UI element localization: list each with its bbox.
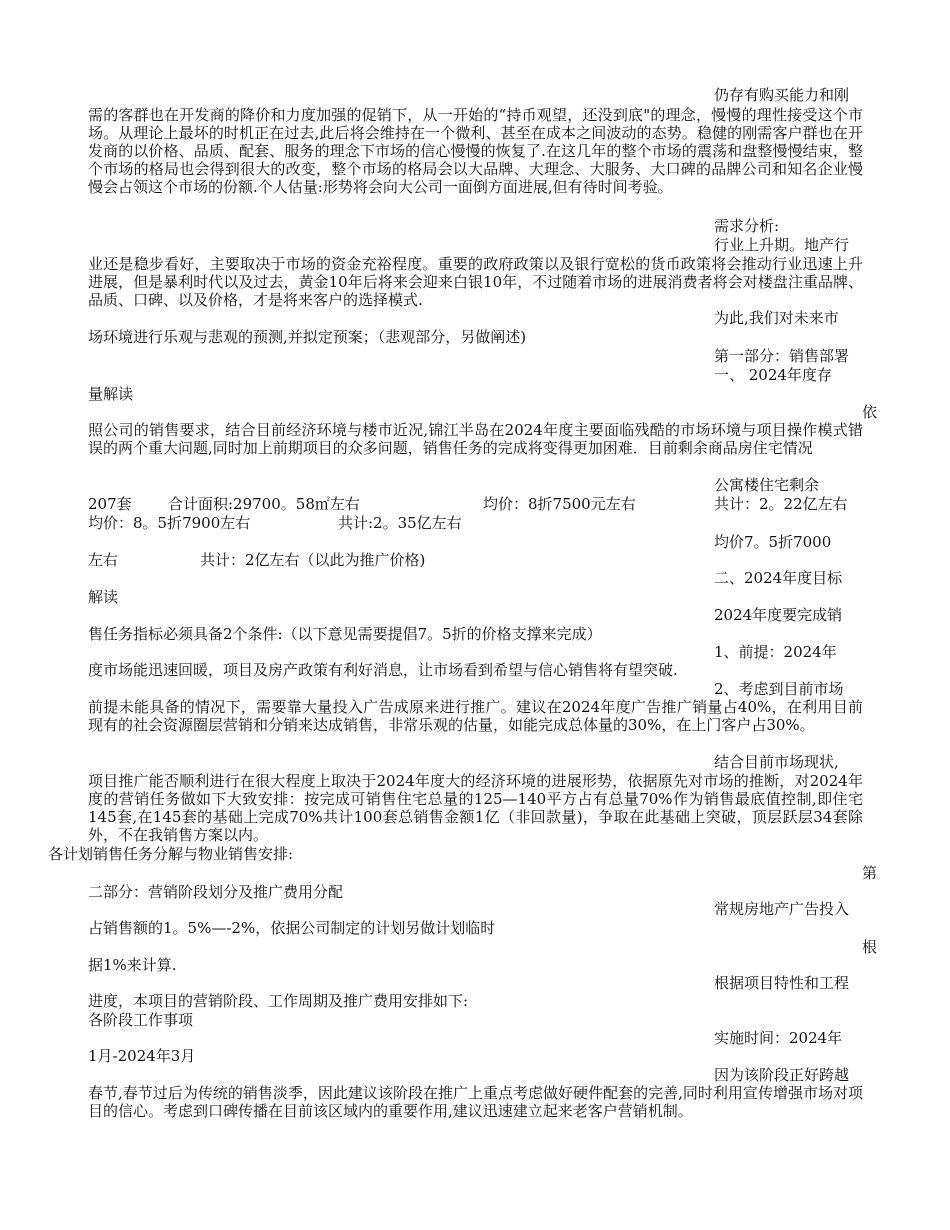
text-line: 左右 [88, 551, 119, 569]
text-line: 2、考虑到目前市场 [714, 680, 844, 698]
text-line: 进度，本项目的营销阶段、工作周期及推广费用安排如下: [88, 992, 469, 1010]
paragraph: 需的客群也在开发商的降价和力度加强的促销下，从一开始的“持币观望，还没到底"的理念，慢慢的理性接受这个市场。从理论上最坏的时机正在过去,此后将会维持在一个微利、甚至在成本之间波动的态势。稳健的刚需客户群也在开发商的以价格、品质、配套、服务的理念下市场的信心慢慢的恢复了.在这几年的整个市场的震荡和盘整慢慢结束，整个市场的格局也会得到很大的改变，整个市场的格局会以大品牌、大理念、大服务、大口碑的品牌公司和知名企业慢慢会占领这个市场的份额.个人估量:形势将会向大公司一面倒方面进展,但有待时间考验。 [88, 106, 863, 196]
section-heading: 二部分：营销阶段划分及推广费用分配 [88, 883, 344, 901]
text-line: 1、前提：2024年 [714, 643, 837, 661]
text-line: 售任务指标必须具备2个条件:（以下意见需要提倡7。5折的价格支撑来完成） [88, 625, 602, 643]
text-line: 结合目前市场现状, [714, 753, 839, 771]
text-line: 占销售额的1。5%—-2%，依据公司制定的计划另做计划临时 [88, 919, 496, 937]
text-line: 依 [862, 403, 878, 421]
text-line: 需求分析: [714, 217, 780, 235]
text-line: 根据项目特性和工程 [714, 974, 850, 992]
text-line: 均价：8。5折7900左右 [88, 514, 251, 532]
text-line: 共计：2亿左右（以此为推广价格) [200, 551, 426, 569]
section-heading: 第一部分：销售部署 [714, 347, 850, 365]
text-line: 2024年度要完成销 [714, 606, 843, 624]
text-line: 量解读 [88, 385, 134, 403]
section-heading: 二、2024年度目标 [714, 569, 843, 587]
text-line: 公寓楼住宅剩余 [714, 476, 820, 494]
text-line: 解读 [88, 588, 119, 606]
text-line: 行业上升期。地产行 [714, 236, 850, 254]
text-line: 场环境进行乐观与悲观的预测,并拟定预案；（悲观部分，另做阐述) [88, 328, 527, 346]
text-line: 均价：8折7500元左右 [483, 495, 636, 513]
text-line: 207套 [88, 495, 132, 513]
text-line: 合计面积:29700。58㎡左右 [168, 495, 360, 513]
paragraph: 照公司的销售要求，结合目前经济环境与楼市近况,锦江半岛在2024年度主要面临残酷的市场环境与项目操作模式错误的两个重大问题,同时加上前期项目的众多问题，销售任务的完成将变得更加困难．目前剩余商品房住宅情况 [88, 421, 863, 457]
text-line: 各计划销售任务分解与物业销售安排: [48, 845, 294, 863]
text-line: 实施时间：2024年 [714, 1029, 843, 1047]
paragraph: 项目推广能否顺利进行在很大程度上取决于2024年度大的经济环境的进展形势，依据原先对市场的推断，对2024年度的营销任务做如下大致安排：按完成可销售住宅总量的125—140平方占有总量70%作为销售最底值控制,即住宅145套,在145套的基础上完成70%共计100套总销售金额1亿（非回款量)，争取在此基础上突破，顶层跃层34套除外，不在我销售方案以内。 [88, 772, 863, 844]
text-line: 共计:2。35亿左右 [338, 514, 462, 532]
section-heading: 一、 2024年度存 [714, 366, 832, 384]
text-line: 均价7。5折7000 [714, 533, 832, 551]
text-line: 根 [862, 938, 878, 956]
text-line: 为此,我们对未来市 [714, 309, 839, 327]
text-line: 各阶段工作事项 [88, 1011, 194, 1029]
text-line: 因为该阶段正好跨越 [714, 1066, 850, 1084]
paragraph: 业还是稳步看好，主要取决于市场的资金充裕程度。重要的政府政策以及银行宽松的货币政策将会推动行业迅速上升进展，但是暴利时代以及过去，黄金10年后将来会迎来白银10年，不过随着市场的进展消费者将会对楼盘注重品牌、品质、口碑、以及价格，才是将来客户的选择模式. [88, 255, 863, 309]
text-line: 1月-2024年3月 [88, 1047, 196, 1065]
text-line: 第 [862, 864, 878, 882]
paragraph: 春节,春节过后为传统的销售淡季，因此建议该阶段在推广上重点考虑做好硬件配套的完善,同时利用宣传增强市场对项目的信心。考虑到口碑传播在目前该区域内的重要作用,建议迅速建立起来老客户营销机制。 [88, 1084, 863, 1120]
text-line: 度市场能迅速回暖，项目及房产政策有利好消息，让市场看到希望与信心销售将有望突破. [88, 661, 678, 679]
paragraph: 前提未能具备的情况下，需要靠大量投入广告成原来进行推广。建议在2024年度广告推广销量占40%，在利用目前现有的社会资源圈层营销和分销来达成销售，非常乐观的估量，如能完成总体量的30%，在上门客户占30%。 [88, 698, 863, 734]
text-line: 常规房地产广告投入 [714, 900, 850, 918]
text-line: 据1%来计算. [88, 956, 177, 974]
text-line: 共计：2。22亿左右 [714, 495, 848, 513]
text-line: 仍存有购买能力和刚 [714, 86, 850, 104]
